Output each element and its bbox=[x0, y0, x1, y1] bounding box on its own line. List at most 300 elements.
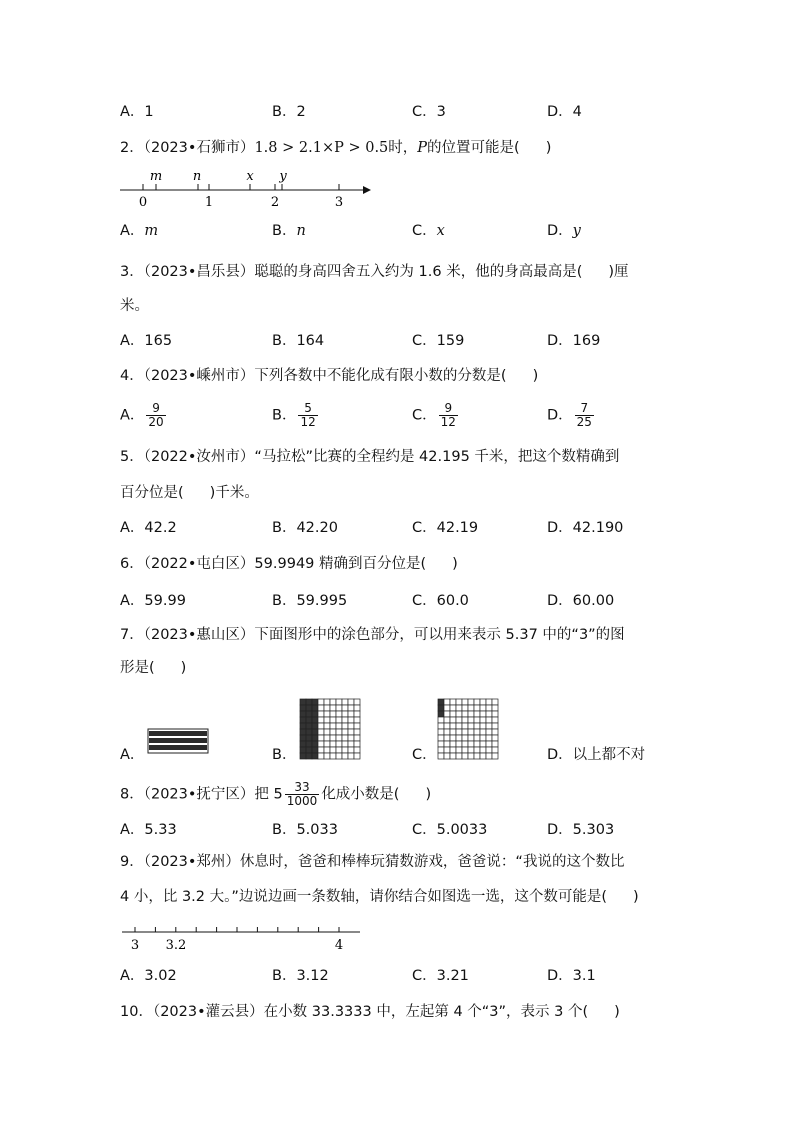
grid-cell bbox=[480, 753, 486, 759]
grid-cell bbox=[450, 747, 456, 753]
grid-cell bbox=[438, 699, 444, 705]
grid-cell bbox=[300, 735, 306, 741]
grid-cell bbox=[348, 753, 354, 759]
grid-cell bbox=[462, 717, 468, 723]
q2-source: （2023•石狮市） bbox=[143, 140, 255, 156]
grid-cell bbox=[486, 747, 492, 753]
q1-option-c[interactable]: C．3 bbox=[412, 104, 446, 120]
grid-cell bbox=[492, 741, 498, 747]
q10-close-paren: ) bbox=[614, 1004, 620, 1020]
grid-cell bbox=[306, 753, 312, 759]
q9-number-line bbox=[120, 924, 365, 954]
q3-stem-line1 bbox=[120, 262, 629, 282]
grid-cell bbox=[300, 723, 306, 729]
q2-option-d-letter: D． bbox=[547, 223, 573, 239]
grid-cell bbox=[348, 699, 354, 705]
q3-option-a[interactable]: A．165 bbox=[120, 333, 173, 349]
grid-cell bbox=[348, 723, 354, 729]
grid-cell bbox=[480, 705, 486, 711]
grid-cell bbox=[462, 753, 468, 759]
grid-cell bbox=[330, 735, 336, 741]
grid-cell bbox=[306, 711, 312, 717]
grid-cell bbox=[468, 753, 474, 759]
q2-option-b-value: n bbox=[296, 223, 306, 239]
q2-stem-end: 的位置可能是( bbox=[427, 140, 520, 156]
q7-stem-line2-start: 形是( bbox=[120, 660, 155, 676]
q4-option-a-letter: A． bbox=[120, 407, 145, 424]
grid-cell bbox=[438, 735, 444, 741]
grid-cell bbox=[318, 747, 324, 753]
grid-cell bbox=[342, 705, 348, 711]
grid-cell bbox=[444, 741, 450, 747]
grid-cell bbox=[324, 729, 330, 735]
grid-cell bbox=[312, 735, 318, 741]
q10-stem-text: 10．（2023•灌云县）在小数 33.3333 中，左起第 4 个“3”，表示 3 个( bbox=[120, 1004, 589, 1020]
grid-cell bbox=[354, 735, 360, 741]
grid-cell bbox=[336, 705, 342, 711]
grid-cell bbox=[354, 711, 360, 717]
q6-stem-text: 6．（2022•屯白区）59.9949 精确到百分位是( bbox=[120, 556, 427, 572]
q5-option-b[interactable]: B．42.20 bbox=[272, 520, 338, 536]
grid-cell bbox=[354, 747, 360, 753]
grid-cell bbox=[330, 753, 336, 759]
grid-cell bbox=[456, 735, 462, 741]
q4-option-a-fraction bbox=[146, 402, 165, 429]
grid-cell bbox=[486, 723, 492, 729]
grid-cell bbox=[480, 735, 486, 741]
q7-stem-line1: 7．（2023•惠山区）下面图形中的涂色部分，可以用来表示 5.37 中的“3”的图 bbox=[120, 627, 625, 643]
grid-cell bbox=[300, 711, 306, 717]
q2-formula: 1.8 > 2.1×P > 0.5 bbox=[254, 140, 389, 156]
grid-cell bbox=[444, 723, 450, 729]
q2-option-b-letter: B． bbox=[272, 223, 297, 239]
q7-option-d[interactable]: D．以上都不对 bbox=[547, 747, 646, 763]
q8-stem bbox=[120, 781, 431, 808]
grid-cell bbox=[348, 705, 354, 711]
grid-cell bbox=[336, 747, 342, 753]
grid-cell bbox=[456, 741, 462, 747]
q4-stem bbox=[120, 366, 538, 386]
q2-label-x: x bbox=[246, 169, 254, 184]
grid-cell bbox=[330, 723, 336, 729]
grid-cell bbox=[348, 747, 354, 753]
grid-cell bbox=[300, 753, 306, 759]
q9-tick-label-3-2: 3.2 bbox=[165, 938, 187, 953]
grid-cell bbox=[492, 711, 498, 717]
grid-cell bbox=[480, 723, 486, 729]
grid-cell bbox=[300, 699, 306, 705]
grid-cell bbox=[468, 741, 474, 747]
q7-option-b-grid bbox=[299, 698, 361, 760]
q2-number: 2． bbox=[120, 140, 144, 156]
q2-option-d-value: y bbox=[572, 223, 581, 239]
grid-cell bbox=[438, 747, 444, 753]
fraction-denominator: 12 bbox=[440, 415, 456, 429]
grid-cell bbox=[468, 723, 474, 729]
grid-cell bbox=[306, 717, 312, 723]
grid-cell bbox=[342, 699, 348, 705]
grid-cell bbox=[450, 711, 456, 717]
fraction-denominator: 1000 bbox=[286, 794, 318, 808]
grid-cell bbox=[492, 735, 498, 741]
grid-cell bbox=[306, 741, 312, 747]
grid-cell bbox=[462, 699, 468, 705]
grid-cell bbox=[330, 711, 336, 717]
grid-cell bbox=[456, 711, 462, 717]
grid-cell bbox=[480, 741, 486, 747]
grid-cell bbox=[468, 717, 474, 723]
q6-option-d[interactable]: D．60.00 bbox=[547, 593, 615, 609]
grid-cell bbox=[474, 717, 480, 723]
q9-option-c[interactable]: C．3.21 bbox=[412, 968, 469, 984]
q3-option-c[interactable]: C．159 bbox=[412, 333, 465, 349]
grid-cell bbox=[444, 747, 450, 753]
grid-cell bbox=[474, 699, 480, 705]
grid-cell bbox=[342, 753, 348, 759]
grid-cell bbox=[462, 735, 468, 741]
grid-cell bbox=[450, 723, 456, 729]
grid-cell bbox=[318, 723, 324, 729]
grid-cell bbox=[444, 711, 450, 717]
q7-option-a-figure bbox=[147, 728, 209, 754]
fraction-denominator: 12 bbox=[300, 415, 316, 429]
q2-close-paren: ) bbox=[545, 140, 552, 156]
grid-cell bbox=[462, 747, 468, 753]
fraction-denominator: 25 bbox=[576, 415, 592, 429]
grid-cell bbox=[486, 735, 492, 741]
q4-option-b[interactable] bbox=[272, 402, 320, 429]
grid-cell bbox=[318, 717, 324, 723]
q7-option-b-letter[interactable]: B． bbox=[272, 747, 297, 763]
grid-cell bbox=[306, 735, 312, 741]
q4-option-c-fraction bbox=[439, 402, 458, 429]
q2-option-b[interactable] bbox=[272, 221, 306, 241]
q6-option-a[interactable]: A．59.99 bbox=[120, 593, 186, 609]
grid-cell bbox=[324, 699, 330, 705]
grid-cell bbox=[348, 729, 354, 735]
grid-cell bbox=[342, 747, 348, 753]
grid-cell bbox=[336, 723, 342, 729]
grid-cell bbox=[324, 747, 330, 753]
q1-option-b[interactable]: B．2 bbox=[272, 104, 306, 120]
grid-cell bbox=[486, 717, 492, 723]
grid-cell bbox=[438, 729, 444, 735]
grid-cell bbox=[486, 729, 492, 735]
q2-option-a-letter: A． bbox=[120, 223, 145, 239]
grid-cell bbox=[336, 711, 342, 717]
grid-cell bbox=[312, 729, 318, 735]
q7-stem-line2 bbox=[120, 658, 186, 678]
grid-cell bbox=[480, 729, 486, 735]
q8-option-a[interactable]: A．5.33 bbox=[120, 822, 177, 838]
q9-option-b[interactable]: B．3.12 bbox=[272, 968, 329, 984]
fraction-numerator: 7 bbox=[575, 402, 594, 416]
grid-cell bbox=[330, 729, 336, 735]
grid-cell bbox=[456, 723, 462, 729]
q2-label-y: y bbox=[279, 169, 287, 184]
grid-cell bbox=[348, 717, 354, 723]
grid-cell bbox=[354, 741, 360, 747]
grid-cell bbox=[342, 729, 348, 735]
grid-cell bbox=[300, 729, 306, 735]
grid-cell bbox=[462, 729, 468, 735]
grid-cell bbox=[456, 705, 462, 711]
q3-option-d[interactable]: D．169 bbox=[547, 333, 601, 349]
grid-cell bbox=[480, 717, 486, 723]
fraction-numerator: 9 bbox=[146, 402, 165, 416]
grid-cell bbox=[300, 747, 306, 753]
grid-cell bbox=[474, 723, 480, 729]
q2-tick-label-0: 0 bbox=[138, 195, 148, 210]
q5-stem-line1: 5．（2022•汝州市）“马拉松”比赛的全程约是 42.195 千米，把这个数精确到 bbox=[120, 449, 620, 465]
q3-stem-end: )厘 bbox=[608, 264, 629, 280]
grid-cell bbox=[486, 705, 492, 711]
q6-option-c[interactable]: C．60.0 bbox=[412, 593, 469, 609]
grid-cell bbox=[330, 741, 336, 747]
q5-option-c[interactable]: C．42.19 bbox=[412, 520, 479, 536]
grid-cell bbox=[336, 699, 342, 705]
q3-stem-text: 3．（2023•昌乐县）聪聪的身高四舍五入约为 1.6 米，他的身高最高是( bbox=[120, 264, 583, 280]
grid-cell bbox=[330, 705, 336, 711]
grid-cell bbox=[486, 711, 492, 717]
q9-tick-label-4: 4 bbox=[334, 938, 344, 953]
grid-cell bbox=[444, 717, 450, 723]
fraction-numerator: 9 bbox=[439, 402, 458, 416]
grid-cell bbox=[450, 705, 456, 711]
q5-option-a[interactable]: A．42.2 bbox=[120, 520, 177, 536]
grid-cell bbox=[318, 741, 324, 747]
grid-cell bbox=[492, 717, 498, 723]
grid-cell bbox=[312, 753, 318, 759]
grid-cell bbox=[318, 735, 324, 741]
q8-option-b[interactable]: B．5.033 bbox=[272, 822, 338, 838]
grid-cell bbox=[438, 711, 444, 717]
grid-cell bbox=[474, 747, 480, 753]
grid-cell bbox=[336, 729, 342, 735]
q7-option-c-letter[interactable]: C． bbox=[412, 747, 437, 763]
grid-cell bbox=[444, 699, 450, 705]
q6-option-b[interactable]: B．59.995 bbox=[272, 593, 348, 609]
q4-option-d-fraction bbox=[575, 402, 594, 429]
q8-option-d[interactable]: D．5.303 bbox=[547, 822, 615, 838]
fraction-numerator: 5 bbox=[298, 402, 317, 416]
q8-stem-start: 8．（2023•抚宁区）把 5 bbox=[120, 786, 283, 803]
grid-cell bbox=[324, 717, 330, 723]
q4-close-paren: ) bbox=[532, 368, 539, 384]
q2-label-n: n bbox=[192, 169, 202, 184]
grid-cell bbox=[306, 723, 312, 729]
grid-cell bbox=[300, 741, 306, 747]
grid-cell bbox=[318, 753, 324, 759]
q4-option-d-letter: D． bbox=[547, 407, 573, 424]
q4-option-c[interactable] bbox=[412, 402, 460, 429]
grid-cell bbox=[444, 705, 450, 711]
grid-cell bbox=[312, 741, 318, 747]
q7-close-paren: ) bbox=[180, 660, 187, 676]
q2-stem bbox=[120, 138, 551, 158]
grid-cell bbox=[492, 699, 498, 705]
grid-cell bbox=[342, 717, 348, 723]
grid-cell bbox=[348, 735, 354, 741]
q8-option-c[interactable]: C．5.0033 bbox=[412, 822, 488, 838]
grid-cell bbox=[342, 741, 348, 747]
grid-cell bbox=[444, 729, 450, 735]
fraction-numerator: 33 bbox=[285, 781, 320, 795]
grid-cell bbox=[318, 711, 324, 717]
grid-cell bbox=[336, 735, 342, 741]
grid-cell bbox=[462, 741, 468, 747]
grid-cell bbox=[486, 753, 492, 759]
grid-cell bbox=[456, 717, 462, 723]
q9-stem-text: 4 小，比 3.2 大。”边说边画一条数轴，请你结合如图选一选，这个数可能是( bbox=[120, 889, 608, 905]
grid-cell bbox=[486, 741, 492, 747]
grid-cell bbox=[456, 699, 462, 705]
grid-cell bbox=[312, 747, 318, 753]
grid-cell bbox=[468, 735, 474, 741]
grid-cell bbox=[306, 705, 312, 711]
grid-cell bbox=[336, 717, 342, 723]
q2-stem-tail: 时， bbox=[388, 140, 418, 156]
q2-tick-label-1: 1 bbox=[204, 195, 214, 210]
grid-cell bbox=[330, 747, 336, 753]
grid-cell bbox=[474, 741, 480, 747]
grid-cell bbox=[474, 711, 480, 717]
q2-variable: P bbox=[417, 140, 428, 156]
q8-mixed-fraction bbox=[285, 781, 320, 808]
grid-cell bbox=[450, 741, 456, 747]
grid-cell bbox=[492, 753, 498, 759]
grid-cell bbox=[342, 735, 348, 741]
q4-option-b-letter: B． bbox=[272, 407, 297, 424]
grid-cell bbox=[450, 699, 456, 705]
q2-tick-label-2: 2 bbox=[270, 195, 280, 210]
grid-cell bbox=[348, 741, 354, 747]
grid-cell bbox=[312, 705, 318, 711]
grid-cell bbox=[312, 717, 318, 723]
q3-stem-line2: 米。 bbox=[120, 298, 149, 314]
q2-option-d[interactable] bbox=[547, 221, 581, 241]
q2-option-c-letter: C． bbox=[412, 223, 437, 239]
q2-tick-label-3: 3 bbox=[334, 195, 344, 210]
grid-cell bbox=[438, 723, 444, 729]
q2-option-a-value: m bbox=[144, 223, 159, 239]
grid-cell bbox=[456, 729, 462, 735]
grid-cell bbox=[450, 735, 456, 741]
grid-cell bbox=[468, 711, 474, 717]
grid-cell bbox=[468, 705, 474, 711]
q2-option-a[interactable] bbox=[120, 221, 158, 241]
q4-option-d[interactable] bbox=[547, 402, 596, 429]
grid-cell bbox=[324, 705, 330, 711]
q2-label-m: m bbox=[149, 169, 163, 184]
q2-number-line bbox=[115, 166, 375, 210]
q1-option-a[interactable]: A．1 bbox=[120, 104, 154, 120]
grid-cell bbox=[300, 705, 306, 711]
q6-stem bbox=[120, 554, 458, 574]
q9-close-paren: ) bbox=[633, 889, 639, 905]
grid-cell bbox=[450, 717, 456, 723]
grid-cell bbox=[342, 723, 348, 729]
grid-cell bbox=[336, 753, 342, 759]
q7-option-c-grid bbox=[437, 698, 499, 760]
q7-option-a-letter[interactable]: A． bbox=[120, 747, 145, 763]
grid-cell bbox=[474, 705, 480, 711]
grid-cell bbox=[318, 699, 324, 705]
q4-option-c-letter: C． bbox=[412, 407, 437, 424]
grid-cell bbox=[330, 717, 336, 723]
grid-cell bbox=[312, 723, 318, 729]
grid-cell bbox=[450, 729, 456, 735]
grid-cell bbox=[438, 753, 444, 759]
grid-cell bbox=[354, 705, 360, 711]
grid-cell bbox=[348, 711, 354, 717]
grid-cell bbox=[456, 747, 462, 753]
grid-cell bbox=[492, 723, 498, 729]
grid-cell bbox=[444, 735, 450, 741]
q5-stem-line2-end: )千米。 bbox=[209, 485, 259, 501]
grid-cell bbox=[486, 699, 492, 705]
q3-option-b[interactable]: B．164 bbox=[272, 333, 325, 349]
grid-cell bbox=[312, 699, 318, 705]
grid-cell bbox=[330, 699, 336, 705]
q9-option-a[interactable]: A．3.02 bbox=[120, 968, 177, 984]
q9-tick-label-3: 3 bbox=[130, 938, 140, 953]
grid-cell bbox=[306, 699, 312, 705]
grid-cell bbox=[354, 717, 360, 723]
grid-cell bbox=[438, 741, 444, 747]
grid-cell bbox=[306, 747, 312, 753]
grid-cell bbox=[354, 753, 360, 759]
grid-cell bbox=[456, 753, 462, 759]
q6-close-paren: ) bbox=[452, 556, 458, 572]
grid-cell bbox=[336, 741, 342, 747]
grid-cell bbox=[324, 723, 330, 729]
grid-cell bbox=[462, 705, 468, 711]
grid-cell bbox=[438, 717, 444, 723]
grid-cell bbox=[492, 729, 498, 735]
q2-option-c[interactable] bbox=[412, 221, 445, 241]
q2-option-c-value: x bbox=[436, 223, 445, 239]
grid-cell bbox=[492, 747, 498, 753]
grid-cell bbox=[474, 753, 480, 759]
grid-cell bbox=[354, 699, 360, 705]
grid-cell bbox=[462, 723, 468, 729]
q1-option-d[interactable]: D．4 bbox=[547, 104, 582, 120]
q9-stem-line1: 9．（2023•郑州）休息时，爸爸和棒棒玩猜数游戏，爸爸说：“我说的这个数比 bbox=[120, 854, 625, 870]
grid-cell bbox=[324, 711, 330, 717]
grid-cell bbox=[300, 717, 306, 723]
grid-cell bbox=[468, 747, 474, 753]
grid-cell bbox=[438, 705, 444, 711]
q5-option-d[interactable]: D．42.190 bbox=[547, 520, 624, 536]
grid-cell bbox=[480, 699, 486, 705]
q8-stem-end: 化成小数是( bbox=[321, 786, 400, 803]
grid-cell bbox=[450, 753, 456, 759]
grid-cell bbox=[468, 699, 474, 705]
q4-option-a[interactable] bbox=[120, 402, 168, 429]
grid-cell bbox=[324, 735, 330, 741]
q5-stem-line2-start: 百分位是( bbox=[120, 485, 184, 501]
q4-option-b-fraction bbox=[298, 402, 317, 429]
grid-cell bbox=[480, 711, 486, 717]
q9-option-d[interactable]: D．3.1 bbox=[547, 968, 596, 984]
q5-stem-line2 bbox=[120, 483, 259, 503]
grid-cell bbox=[474, 729, 480, 735]
grid-cell bbox=[306, 729, 312, 735]
grid-cell bbox=[354, 723, 360, 729]
q8-close-paren: ) bbox=[425, 786, 432, 803]
grid-cell bbox=[474, 735, 480, 741]
